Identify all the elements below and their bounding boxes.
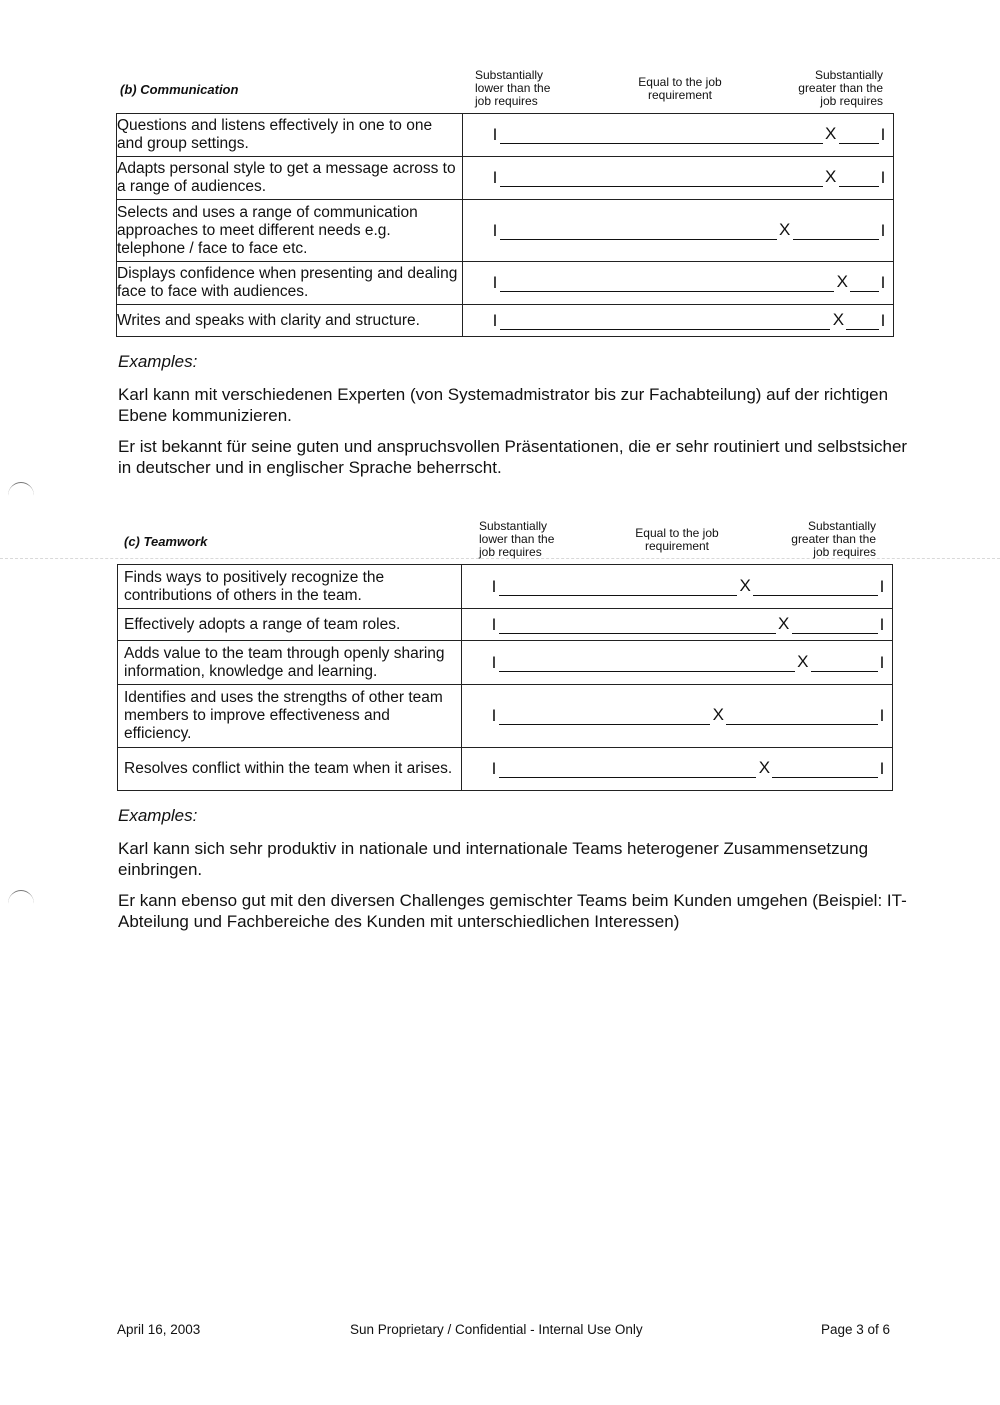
scale-line-segment bbox=[499, 633, 776, 634]
scale-right-tick: I bbox=[880, 310, 886, 330]
scale-right-tick: I bbox=[880, 220, 886, 240]
criterion-label: Questions and listens effectively in one to one and group settings. bbox=[117, 114, 463, 157]
rating-scale-track bbox=[462, 609, 892, 640]
scale-left-tick: I bbox=[491, 759, 497, 778]
rating-scale-track bbox=[462, 748, 892, 790]
rating-scale bbox=[462, 262, 893, 305]
scale-left-tick: I bbox=[492, 220, 498, 240]
rating-scale bbox=[461, 641, 892, 685]
scale-line-segment bbox=[499, 777, 757, 778]
scale-left-tick: I bbox=[492, 310, 498, 330]
rating-mark: X bbox=[739, 575, 751, 595]
section-title-teamwork: (c) Teamwork bbox=[124, 534, 208, 549]
criterion-label: Selects and uses a range of communication approaches to meet different needs e.g. telephone / face to face etc. bbox=[117, 200, 463, 262]
rating-mark: X bbox=[758, 757, 771, 777]
column-header-lower: Substantially lower than the job requires bbox=[479, 519, 555, 559]
scale-right-tick: I bbox=[879, 614, 885, 634]
rating-scale-track bbox=[463, 200, 893, 261]
rating-mark: X bbox=[712, 704, 725, 724]
scale-line-segment bbox=[793, 239, 879, 240]
rating-scale bbox=[461, 609, 892, 641]
table-row bbox=[118, 748, 893, 791]
rating-scale-track bbox=[462, 641, 892, 684]
rating-mark: X bbox=[825, 166, 837, 186]
rating-scale bbox=[461, 748, 892, 791]
rating-scale-track bbox=[463, 114, 893, 156]
scale-line-segment bbox=[500, 291, 835, 292]
scale-right-tick: I bbox=[880, 273, 886, 292]
table-row bbox=[118, 565, 893, 609]
section-title-communication: (b) Communication bbox=[120, 82, 239, 97]
scan-punch-mark bbox=[8, 482, 34, 509]
scale-left-tick: I bbox=[491, 652, 497, 672]
table-row bbox=[117, 114, 894, 157]
rating-scale-track bbox=[463, 157, 893, 199]
scale-line-segment bbox=[792, 633, 878, 634]
footer-classification: Sun Proprietary / Confidential - Internal Use Only bbox=[350, 1322, 643, 1337]
scale-right-tick: I bbox=[879, 706, 885, 725]
criterion-label: Writes and speaks with clarity and structure. bbox=[117, 305, 463, 337]
column-header-greater: Substantially greater than the job requires bbox=[791, 519, 876, 559]
example-paragraph: Karl kann mit verschiedenen Experten (von Systemadmistrator bis zur Fachabteilung) auf der richtigen Ebene kommunizieren. bbox=[118, 385, 889, 425]
scale-right-tick: I bbox=[879, 652, 885, 672]
scale-right-tick: I bbox=[880, 168, 886, 187]
table-row bbox=[117, 157, 894, 200]
scale-line-segment bbox=[500, 329, 831, 330]
scale-line-segment bbox=[811, 671, 878, 672]
rating-scale-track bbox=[462, 565, 892, 608]
footer-page-number: Page 3 of 6 bbox=[821, 1322, 891, 1337]
rating-mark: X bbox=[797, 651, 809, 671]
examples-label: Examples: bbox=[118, 806, 198, 825]
column-header-greater: Substantially greater than the job requires bbox=[798, 68, 883, 108]
rating-mark: X bbox=[836, 271, 848, 291]
rating-scale-track bbox=[463, 262, 893, 304]
column-header-lower: Substantially lower than the job requires bbox=[475, 68, 551, 108]
example-paragraph: Karl kann sich sehr produktiv in nationale und internationale Teams heterogener Zusammensetzung einbringen. bbox=[118, 839, 869, 879]
criterion-label: Identifies and uses the strengths of other team members to improve effectiveness and efficiency. bbox=[118, 685, 462, 748]
scale-line-segment bbox=[753, 595, 877, 596]
rating-scale-track bbox=[462, 685, 892, 747]
scale-line-segment bbox=[772, 777, 877, 778]
rating-scale bbox=[462, 200, 893, 262]
scale-line-segment bbox=[846, 329, 878, 330]
scale-line-segment bbox=[499, 595, 738, 596]
communication-rating-table bbox=[116, 113, 894, 337]
rating-scale bbox=[461, 685, 892, 748]
scale-left-tick: I bbox=[492, 168, 498, 187]
teamwork-rating-table bbox=[117, 564, 893, 791]
table-row bbox=[118, 641, 893, 685]
example-paragraph: Er ist bekannt für seine guten und anspruchsvollen Präsentationen, die er sehr routiniert und selbstsicher in deutscher und in englischer Sprache beherrscht. bbox=[118, 437, 908, 477]
scale-line-segment bbox=[499, 671, 795, 672]
scale-line-segment bbox=[850, 291, 878, 292]
scale-right-tick: I bbox=[879, 759, 885, 778]
rating-scale bbox=[462, 157, 893, 200]
scan-punch-mark bbox=[8, 890, 34, 917]
scale-line-segment bbox=[500, 143, 823, 144]
scale-line-segment bbox=[500, 186, 823, 187]
table-row bbox=[118, 609, 893, 641]
column-header-equal: Equal to the job requirement bbox=[638, 75, 722, 102]
table-row bbox=[118, 685, 893, 748]
rating-mark: X bbox=[825, 123, 837, 143]
table-row bbox=[117, 262, 894, 305]
example-paragraph: Er kann ebenso gut mit den diversen Challenges gemischter Teams beim Kunden umgehen (Beispiel: IT-Abteilung und Fachbereiche des Kunden mit unterschiedlichen Interessen) bbox=[118, 891, 907, 931]
criterion-label: Resolves conflict within the team when it arises. bbox=[118, 748, 462, 791]
criterion-label: Finds ways to positively recognize the contributions of others in the team. bbox=[118, 565, 462, 609]
scale-right-tick: I bbox=[879, 576, 885, 596]
scale-left-tick: I bbox=[491, 706, 497, 725]
table-row bbox=[117, 305, 894, 337]
scale-left-tick: I bbox=[492, 273, 498, 292]
criterion-label: Adds value to the team through openly sharing information, knowledge and learning. bbox=[118, 641, 462, 685]
rating-scale bbox=[461, 565, 892, 609]
rating-mark: X bbox=[832, 309, 845, 329]
rating-mark: X bbox=[777, 613, 790, 633]
rating-scale bbox=[462, 114, 893, 157]
column-header-equal: Equal to the job requirement bbox=[635, 526, 719, 553]
criterion-label: Adapts personal style to get a message across to a range of audiences. bbox=[117, 157, 463, 200]
criterion-label: Effectively adopts a range of team roles. bbox=[118, 609, 462, 641]
scale-left-tick: I bbox=[492, 125, 498, 144]
scale-line-segment bbox=[500, 239, 777, 240]
rating-mark: X bbox=[778, 219, 791, 239]
scale-left-tick: I bbox=[491, 614, 497, 634]
footer-date: April 16, 2003 bbox=[117, 1322, 201, 1337]
scale-line-segment bbox=[726, 724, 877, 725]
criterion-label: Displays confidence when presenting and dealing face to face with audiences. bbox=[117, 262, 463, 305]
rating-scale bbox=[462, 305, 893, 337]
scale-line-segment bbox=[839, 143, 879, 144]
scale-right-tick: I bbox=[880, 125, 886, 144]
table-row bbox=[117, 200, 894, 262]
scale-line-segment bbox=[839, 186, 879, 187]
rating-scale-track bbox=[463, 305, 893, 336]
examples-label: Examples: bbox=[118, 352, 198, 371]
scale-line-segment bbox=[499, 724, 711, 725]
scale-left-tick: I bbox=[491, 576, 497, 596]
